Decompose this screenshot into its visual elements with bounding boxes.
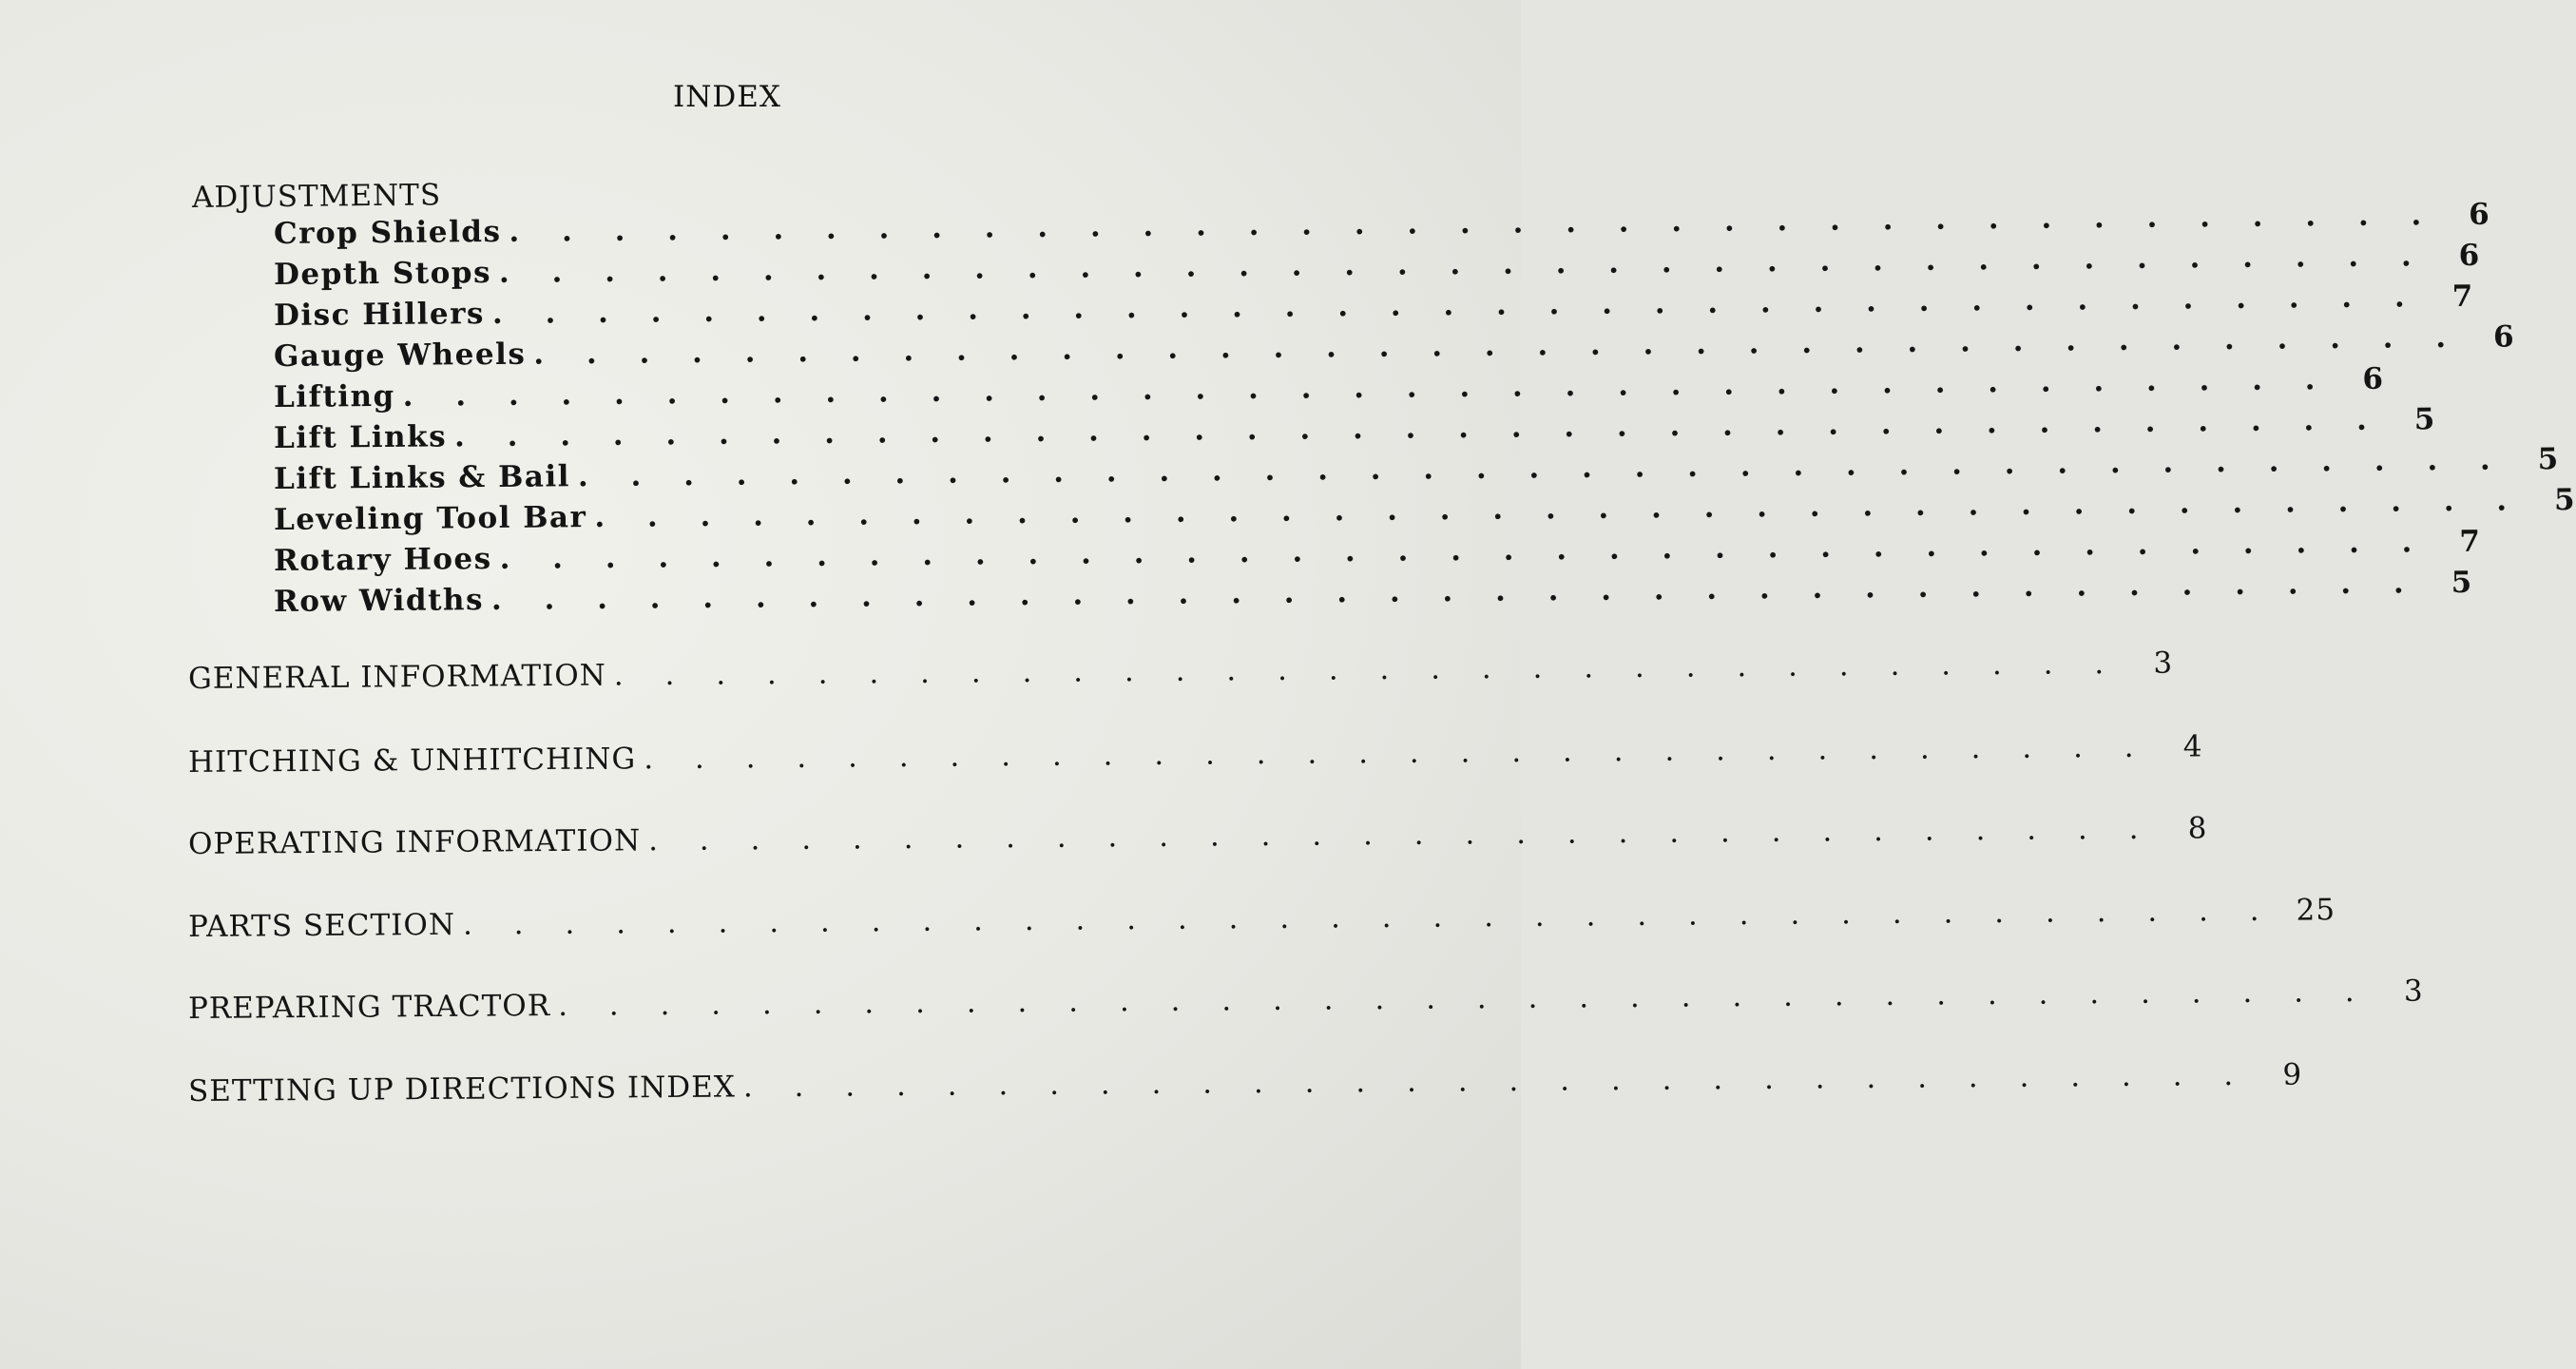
entry-label: PREPARING TRACTOR <box>187 989 551 1026</box>
entry-page-number: 6 <box>2362 361 2385 396</box>
toc-entry-lift-links-bail <box>273 442 2560 496</box>
leader-dots: . . . . . . . . . . . . . . . . . . . . . . . . . . . . . . . . . . . . . <box>577 442 2507 494</box>
leader-dots: . . . . . . . . . . . . . . . . . . . . . . . . . . . . . . . . . . . . . <box>498 239 2428 290</box>
leader-dots: . . . . . . . . . . . . . . . . . . . . . . . . . . . . . . <box>613 646 2121 693</box>
toc-entry-leveling-tool-bar <box>273 482 2576 537</box>
entry-label: Disc Hillers <box>273 297 486 333</box>
entry-page-number: 8 <box>2187 811 2208 846</box>
toc-entry-setting-up-directions-index <box>187 1057 2303 1109</box>
toc-entry-rotary-hoes <box>273 524 2482 578</box>
leader-dots: . . . . . . . . . . . . . . . . . . . . . . . . . . . . . . . . . . . . . <box>509 198 2438 249</box>
leader-dots: . . . . . . . . . . . . . . . . . . . . . . . . . . . . . . <box>647 811 2155 858</box>
toc-entry-gauge-wheels <box>273 319 2516 374</box>
leader-dots: . . . . . . . . . . . . . . . . . . . . . . . . . . . . . . . . . . . . <box>557 974 2371 1023</box>
leader-dots: . . . . . . . . . . . . . . . . . . . . . . . . . . . . . . . . . . . . . <box>402 362 2332 414</box>
entry-page-number: 7 <box>2459 524 2482 559</box>
entry-label: Lift Links <box>273 419 448 455</box>
entry-page-number: 9 <box>2282 1057 2303 1092</box>
entry-page-number: 6 <box>2469 197 2491 232</box>
entry-page-number: 4 <box>2182 729 2203 764</box>
entry-page-number: 3 <box>2153 646 2174 681</box>
entry-label: Row Widths <box>273 583 485 619</box>
toc-entry-preparing-tractor <box>187 974 2424 1026</box>
entry-page-number: 6 <box>2458 238 2481 273</box>
entry-label: GENERAL INFORMATION <box>187 658 606 696</box>
toc-entry-hitching-unhitching <box>187 729 2203 780</box>
toc-entry-lifting <box>273 361 2385 415</box>
entry-label: Rotary Hoes <box>273 541 492 578</box>
toc-entry-crop-shields <box>273 197 2491 251</box>
entry-page-number: 5 <box>2553 482 2576 518</box>
toc-entry-general-information <box>187 646 2174 696</box>
entry-label: Crop Shields <box>273 214 502 251</box>
toc-entry-parts-section <box>187 893 2336 944</box>
leader-dots: . . . . . . . . . . . . . . . . . . . . . . . . . . . . . . <box>742 1057 2250 1105</box>
entry-label: Leveling Tool Bar <box>273 500 587 537</box>
leader-dots: . . . . . . . . . . . . . . . . . . . . . . . . . . . . . . . . . . . . . <box>491 280 2421 331</box>
entry-label: Gauge Wheels <box>273 337 527 374</box>
entry-page-number: 7 <box>2451 279 2474 315</box>
leader-dots: . . . . . . . . . . . . . . . . . . . . . . . . . . . . . . . . . . . . . <box>490 566 2420 618</box>
entry-label: SETTING UP DIRECTIONS INDEX <box>187 1070 737 1109</box>
entry-page-number: 6 <box>2492 319 2516 355</box>
leader-dots: . . . . . . . . . . . . . . . . . . . . . . . . . . . . . . . . . . . . . <box>594 483 2524 535</box>
entry-label: Depth Stops <box>273 256 492 292</box>
leader-dots: . . . . . . . . . . . . . . . . . . . . . . . . . . . . . . . . . . . . . <box>533 319 2463 372</box>
toc-entry-lift-links <box>273 402 2437 455</box>
entry-page-number: 5 <box>2413 402 2437 437</box>
toc-entry-operating-information <box>187 811 2208 861</box>
entry-label: HITCHING & UNHITCHING <box>187 742 637 780</box>
toc-entry-depth-stops <box>273 238 2481 292</box>
entry-label: OPERATING INFORMATION <box>187 823 642 861</box>
leader-dots: . . . . . . . . . . . . . . . . . . . . . . . . . . . . . . . . . . . . . <box>453 402 2384 454</box>
entry-page-number: 5 <box>2451 565 2473 601</box>
entry-label: Lifting <box>273 378 395 415</box>
toc-entry-disc-hillers <box>273 279 2474 333</box>
leader-dots: . . . . . . . . . . . . . . . . . . . . . . . . . . . . . . . . . . . . . <box>499 525 2429 576</box>
leader-dots: . . . . . . . . . . . . . . . . . . . . . . . . . . . . . . . . . . . . <box>462 893 2276 942</box>
leader-dots: . . . . . . . . . . . . . . . . . . . . . . . . . . . . . . <box>644 729 2150 777</box>
entry-page-number: 3 <box>2403 974 2424 1009</box>
toc-entry-row-widths <box>273 565 2473 619</box>
page-title: INDEX <box>673 80 781 114</box>
entry-page-number: 25 <box>2296 893 2336 928</box>
entry-label: Lift Links & Bail <box>273 459 571 496</box>
entry-page-number: 5 <box>2537 442 2560 477</box>
entry-label: PARTS SECTION <box>187 907 456 944</box>
section-heading-adjustments: ADJUSTMENTS <box>191 178 442 215</box>
